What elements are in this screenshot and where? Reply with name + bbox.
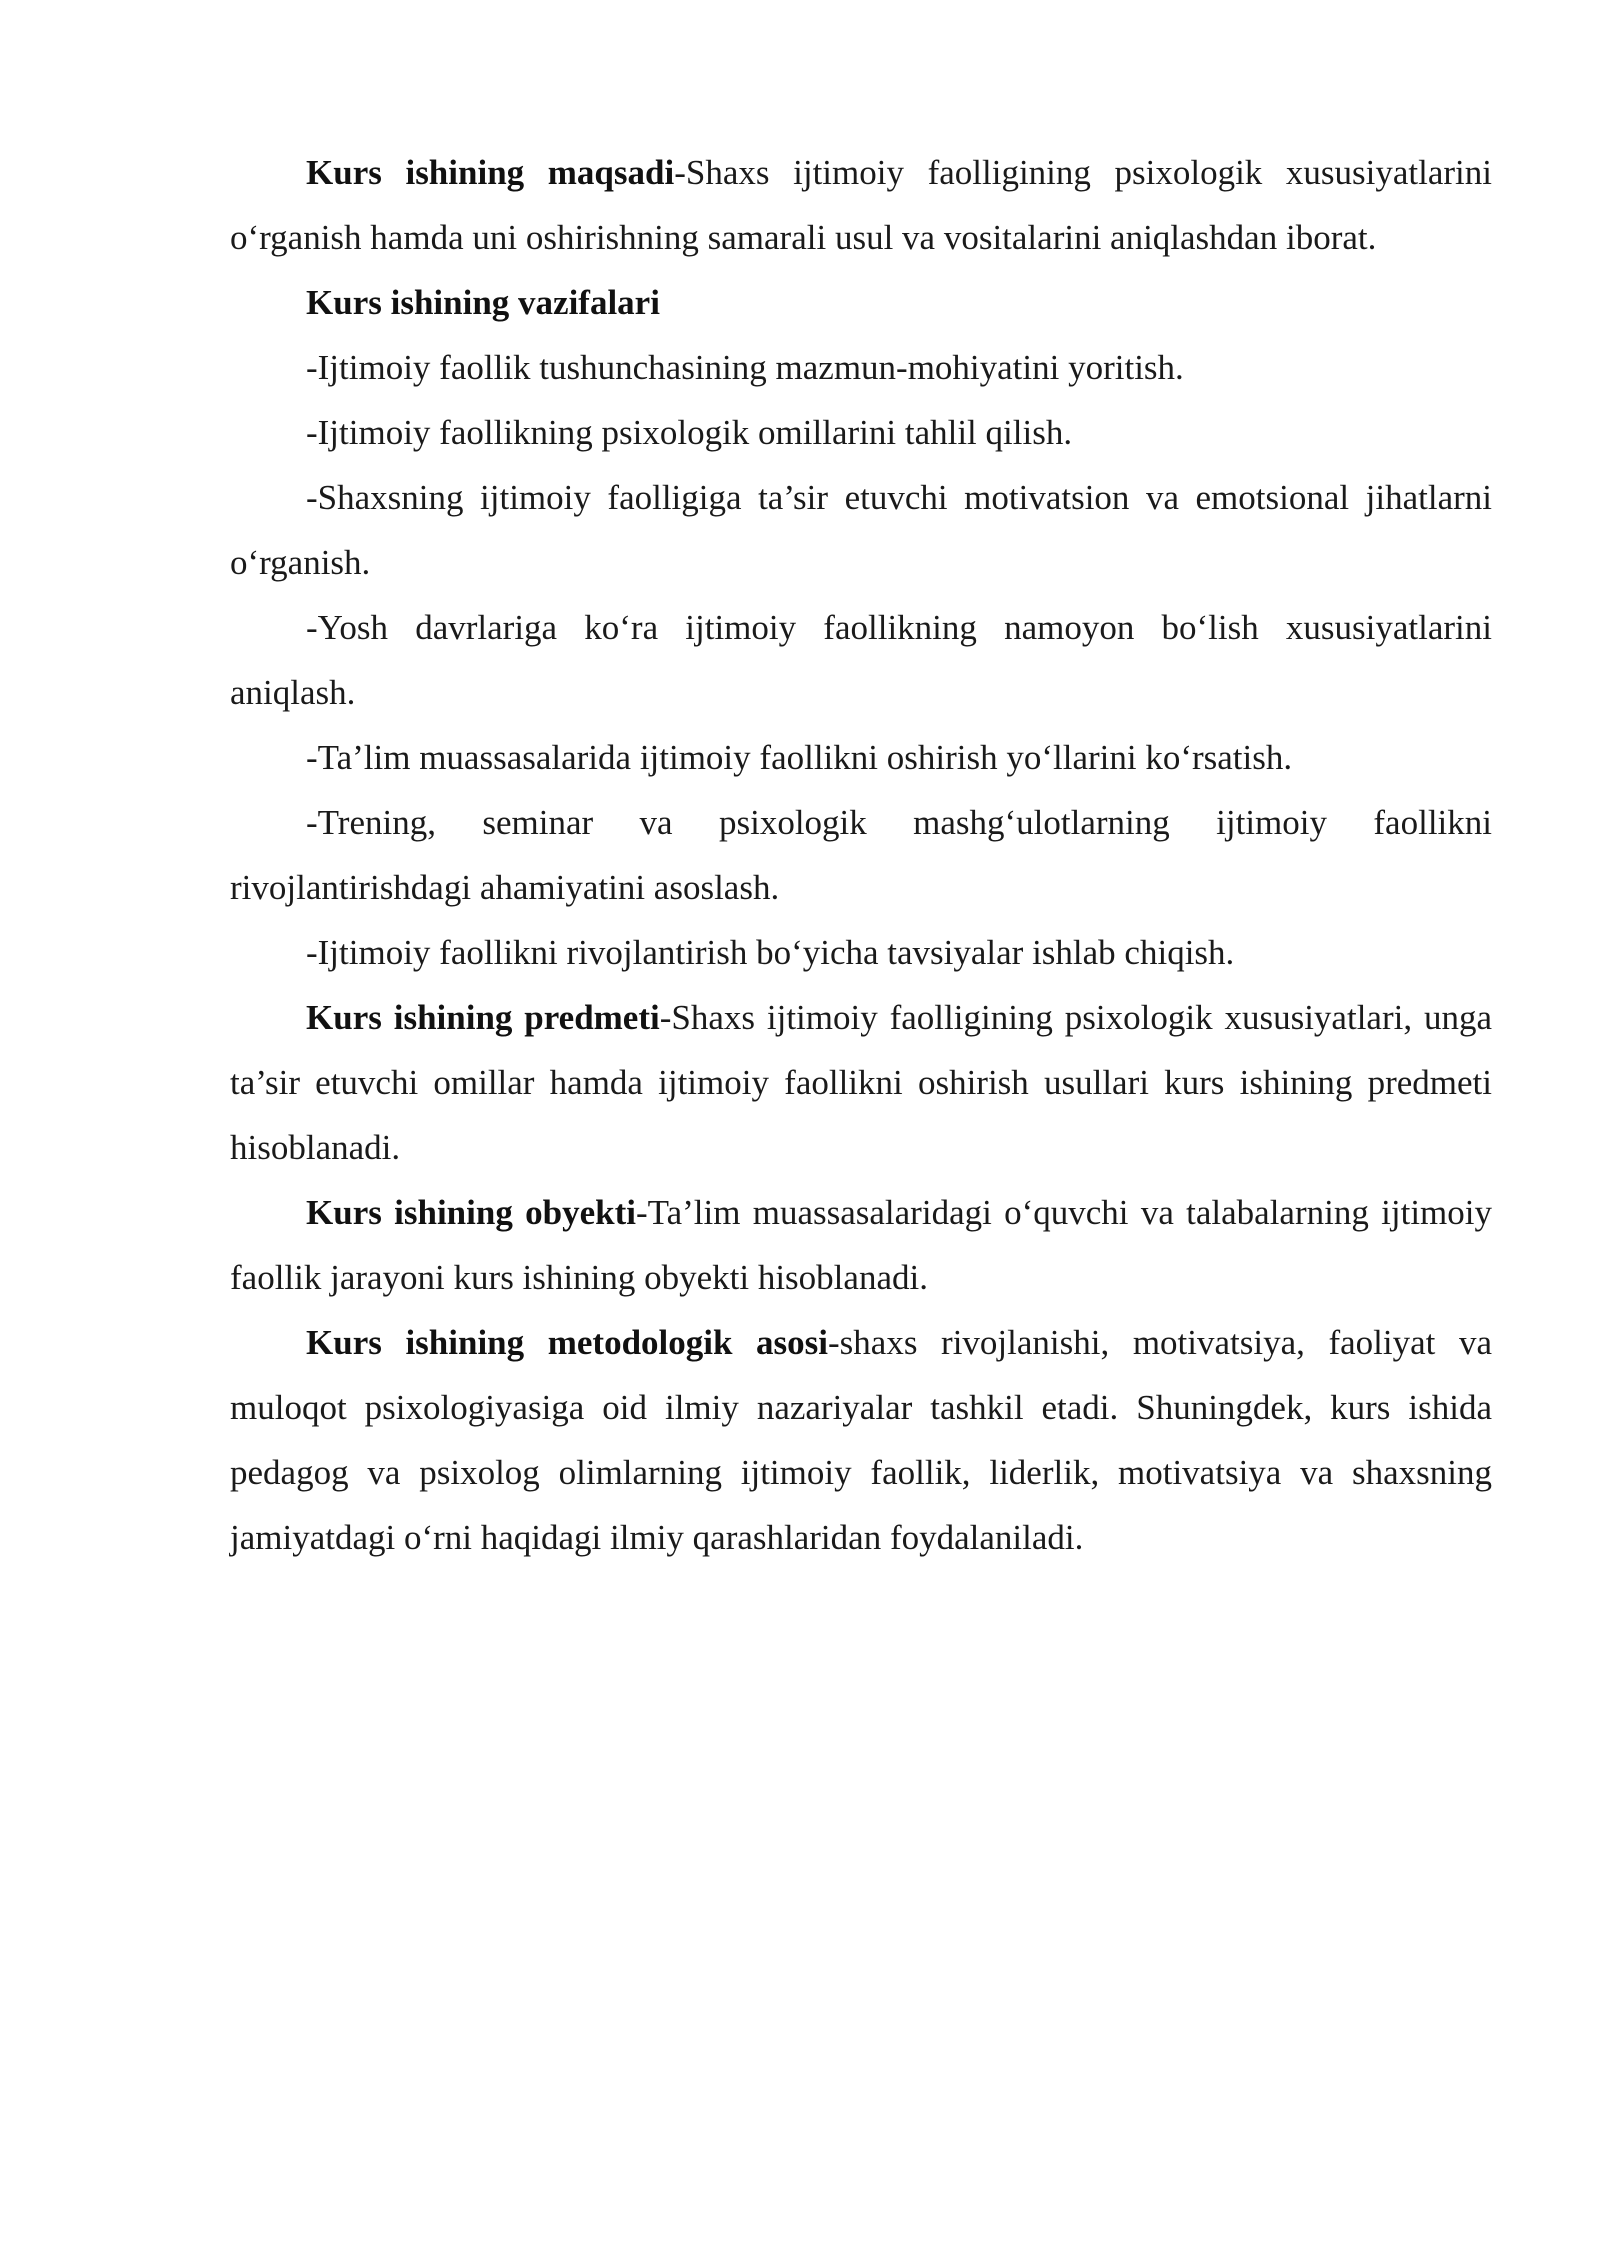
paragraph-metodologik bbox=[230, 1310, 1492, 1570]
heading-vazifalar bbox=[230, 270, 1492, 335]
task-item: -Ijtimoiy faollik tushunchasining mazmun-mohiyatini yoritish. bbox=[306, 348, 1184, 387]
label-obyekt: Kurs ishining obyekti bbox=[306, 1193, 636, 1232]
task-item: -Shaxsning ijtimoiy faolligiga ta’sir etuvchi motivatsion va emotsional jihatlarni o‘rganish. bbox=[230, 478, 1492, 582]
label-maqsad: Kurs ishining maqsadi bbox=[306, 153, 675, 192]
label-metodologik: Kurs ishining metodologik asosi bbox=[306, 1323, 829, 1362]
task-item: -Yosh davrlariga ko‘ra ijtimoiy faollikning namoyon bo‘lish xususiyatlarini aniqlash. bbox=[230, 608, 1492, 712]
text-maqsad: -Shaxs ijtimoiy faolligining psixologik xususiyatlarini o‘rganish hamda uni oshirishning samarali usul va vositalarini aniqlashdan iborat. bbox=[230, 153, 1493, 257]
task-item: -Ijtimoiy faollikni rivojlantirish bo‘yicha tavsiyalar ishlab chiqish. bbox=[306, 933, 1235, 972]
task-item: -Ijtimoiy faollikning psixologik omillarini tahlil qilish. bbox=[306, 413, 1073, 452]
paragraph-maqsad bbox=[230, 140, 1492, 270]
text-predmet: -Shaxs ijtimoiy faolligining psixologik xususiyatlari, unga ta’sir etuvchi omillar hamda ijtimoiy faollikni oshirish usullari kurs ishining predmeti hisoblanadi. bbox=[230, 998, 1492, 1167]
label-predmet: Kurs ishining predmeti bbox=[306, 998, 660, 1037]
text-obyekt: -Ta’lim muassasalaridagi o‘quvchi va talabalarning ijtimoiy faollik jarayoni kurs ishining obyekti hisoblanadi. bbox=[230, 1193, 1492, 1297]
task-item: -Ta’lim muassasalarida ijtimoiy faollikni oshirish yo‘llarini ko‘rsatish. bbox=[306, 738, 1293, 777]
paragraph-predmet bbox=[230, 985, 1492, 1180]
document-page bbox=[230, 140, 1492, 1570]
task-item: -Trening, seminar va psixologik mashg‘ulotlarning ijtimoiy faollikni rivojlantirishdagi ahamiyatini asoslash. bbox=[230, 803, 1492, 907]
label-vazifalar: Kurs ishining vazifalari bbox=[306, 283, 660, 322]
paragraph-obyekt bbox=[230, 1180, 1492, 1310]
text-metodologik: -shaxs rivojlanishi, motivatsiya, faoliyat va muloqot psixologiyasiga oid ilmiy nazariyalar tashkil etadi. Shuningdek, kurs ishida pedagog va psixolog olimlarning ijtimoiy faollik, liderlik, motivatsiya va shaxsning jamiyatdagi o‘rni haqidagi ilmiy qarashlaridan foydalaniladi. bbox=[230, 1323, 1492, 1557]
